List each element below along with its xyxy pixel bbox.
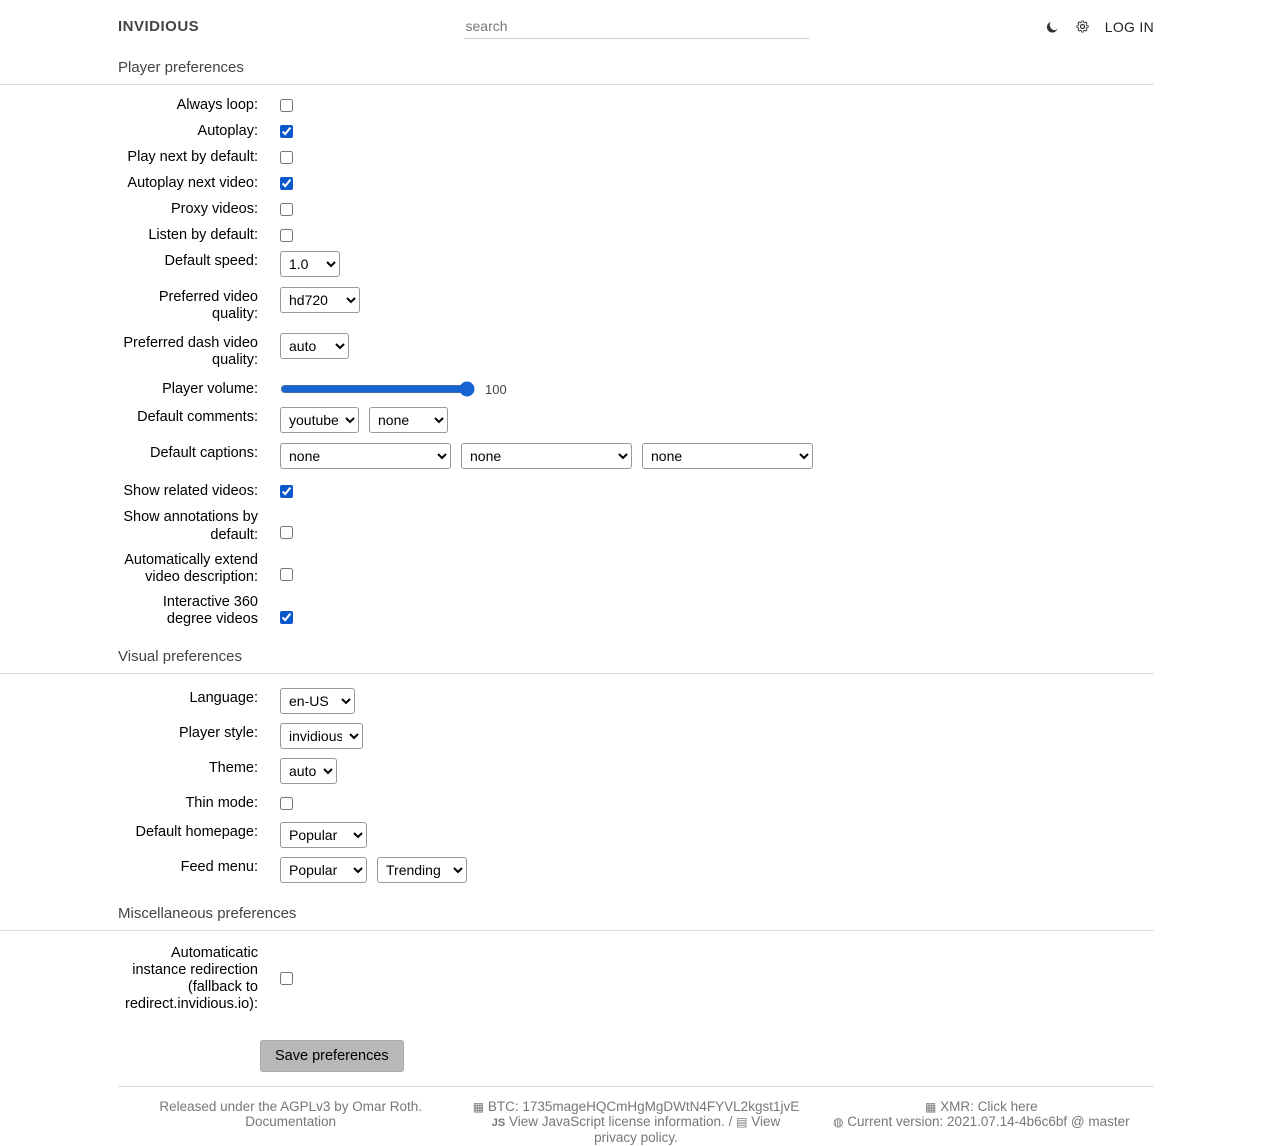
row-thin-mode — [0, 793, 1154, 813]
field-automatically-extend-video-description — [280, 566, 293, 586]
gear-icon[interactable] — [1075, 19, 1091, 35]
label-autoplay-next-video: Autoplay next video: — [127, 175, 258, 191]
label-automatic-instance-redirection: Automaticatic instance redirection (fallback to redirect.invidious.io): — [125, 945, 258, 1013]
label-always-loop: Always loop: — [176, 97, 258, 113]
field-always-loop — [280, 95, 293, 115]
field-player-volume — [280, 379, 507, 399]
label-theme: Theme: — [208, 760, 258, 777]
footer-license-text: Released under the AGPLv3 by Omar Roth. — [159, 1098, 422, 1114]
feed-menu-select-2[interactable] — [377, 857, 467, 883]
search-form — [464, 14, 809, 39]
save-preferences-button[interactable]: Save preferences — [260, 1040, 404, 1072]
row-proxy-videos — [0, 199, 1154, 219]
footer-js-license-link[interactable]: View JavaScript license information. — [508, 1114, 725, 1130]
row-default-homepage — [0, 822, 1154, 848]
preferred-video-quality-select[interactable] — [280, 287, 360, 313]
visual-preferences-rows — [0, 674, 1272, 883]
footer-left — [118, 1099, 463, 1146]
footer-center — [463, 1099, 808, 1146]
section-title-visual — [0, 642, 1154, 674]
field-interactive-360-degree-videos — [280, 608, 293, 628]
preferences-page — [0, 53, 1272, 1146]
field-player-style — [280, 723, 363, 749]
row-autoplay-next-video — [0, 173, 1154, 193]
show-related-videos-checkbox[interactable] — [280, 485, 293, 498]
footer-version-line — [815, 1114, 1148, 1130]
brand-logo[interactable]: INVIDIOUS — [118, 18, 200, 35]
field-autoplay — [280, 121, 293, 141]
field-thin-mode — [280, 793, 293, 813]
github-icon: ◍ — [833, 1115, 844, 1130]
field-default-homepage — [280, 822, 367, 848]
label-default-homepage: Default homepage: — [135, 824, 258, 841]
label-interactive-360-degree-videos: Interactive 360 degree videos — [162, 593, 258, 627]
field-show-annotations-by-default — [280, 524, 293, 544]
row-automatically-extend-video-description — [0, 550, 1154, 586]
row-player-style — [0, 723, 1154, 749]
footer-btc-line — [469, 1099, 802, 1115]
row-play-next-by-default — [0, 147, 1154, 167]
row-listen-by-default — [0, 225, 1154, 245]
default-captions-select-1[interactable] — [280, 443, 451, 469]
search-input[interactable] — [464, 14, 809, 39]
row-player-volume — [0, 379, 1154, 399]
monero-icon: ▦ — [472, 1099, 485, 1114]
field-preferred-dash-video-quality — [280, 333, 349, 359]
footer-documentation-link[interactable]: Documentation — [245, 1114, 337, 1130]
listen-by-default-checkbox[interactable] — [280, 229, 293, 242]
feed-menu-select-1[interactable] — [280, 857, 367, 883]
label-thin-mode: Thin mode: — [185, 795, 258, 812]
label-proxy-videos: Proxy videos: — [170, 201, 258, 217]
moon-icon[interactable] — [1045, 19, 1061, 35]
label-show-related-videos: Show related videos: — [123, 483, 258, 500]
player-preferences-rows — [0, 85, 1272, 628]
footer-separator: / — [728, 1114, 733, 1130]
label-autoplay: Autoplay: — [197, 123, 258, 139]
player-style-select[interactable] — [280, 723, 363, 749]
preferred-dash-video-quality-select[interactable] — [280, 333, 349, 359]
label-show-annotations-by-default: Show annotations by default: — [123, 509, 258, 543]
section-title-misc — [0, 899, 1154, 931]
field-proxy-videos — [280, 199, 293, 219]
default-captions-select-2[interactable] — [461, 443, 632, 469]
navbar-right — [919, 19, 1272, 35]
row-default-comments — [0, 407, 1154, 433]
field-show-related-videos — [280, 481, 293, 501]
section-title-player-label: Player preferences — [118, 59, 244, 76]
label-listen-by-default: Listen by default: — [148, 227, 258, 243]
row-feed-menu — [0, 857, 1154, 883]
label-default-speed: Default speed: — [164, 253, 258, 269]
always-loop-checkbox[interactable] — [280, 99, 293, 112]
label-preferred-dash-video-quality: Preferred dash video quality: — [123, 335, 258, 369]
thin-mode-checkbox[interactable] — [280, 797, 293, 810]
automatically-extend-video-description-checkbox[interactable] — [280, 568, 293, 581]
label-feed-menu: Feed menu: — [180, 859, 258, 876]
label-player-volume: Player volume: — [162, 381, 258, 398]
default-speed-select[interactable] — [280, 251, 340, 277]
label-default-comments: Default comments: — [137, 409, 258, 426]
row-language — [0, 688, 1154, 714]
section-title-player — [0, 53, 1154, 85]
misc-preferences-rows — [0, 931, 1272, 1013]
navbar-center — [353, 14, 919, 39]
player-volume-slider[interactable] — [280, 381, 475, 397]
default-captions-select-3[interactable] — [642, 443, 813, 469]
autoplay-checkbox[interactable] — [280, 125, 293, 138]
section-title-visual-label: Visual preferences — [118, 648, 242, 666]
field-autoplay-next-video — [280, 173, 293, 193]
label-play-next-by-default: Play next by default: — [127, 149, 258, 165]
footer-xmr-link[interactable]: XMR: Click here — [940, 1098, 1038, 1114]
interactive-360-degree-videos-checkbox[interactable] — [280, 611, 293, 624]
default-comments-select-2[interactable] — [369, 407, 448, 433]
field-language — [280, 688, 355, 714]
field-default-speed — [280, 251, 340, 277]
field-play-next-by-default — [280, 147, 293, 167]
row-theme — [0, 758, 1154, 784]
autoplay-next-video-checkbox[interactable] — [280, 177, 293, 190]
book-icon: ▤ — [736, 1115, 748, 1130]
footer-right — [809, 1099, 1154, 1146]
row-interactive-360-degree-videos — [0, 592, 1154, 628]
row-always-loop — [0, 95, 1154, 115]
automatic-instance-redirection-checkbox[interactable] — [280, 972, 293, 985]
field-listen-by-default — [280, 225, 293, 245]
play-next-by-default-checkbox[interactable] — [280, 151, 293, 164]
proxy-videos-checkbox[interactable] — [280, 203, 293, 216]
save-row — [0, 1040, 1272, 1072]
footer-version-text: Current version: 2021.07.14-4b6c6bf @ master — [847, 1114, 1130, 1130]
footer-privacy-policy-link[interactable]: View privacy policy. — [594, 1114, 781, 1146]
default-homepage-select[interactable] — [280, 822, 367, 848]
footer-js-line — [469, 1114, 802, 1146]
row-show-related-videos — [0, 481, 1154, 501]
js-badge-icon: JS — [491, 1117, 506, 1130]
show-annotations-by-default-checkbox[interactable] — [280, 526, 293, 539]
navbar — [0, 0, 1272, 49]
monero-icon: ▦ — [925, 1099, 937, 1114]
label-default-captions: Default captions: — [149, 445, 258, 462]
player-volume-value: 100 — [485, 381, 507, 397]
row-default-captions — [0, 443, 1154, 469]
row-preferred-dash-video-quality — [0, 333, 1154, 369]
footer — [118, 1086, 1154, 1146]
field-default-captions — [280, 443, 813, 469]
field-default-comments — [280, 407, 448, 433]
label-language: Language: — [189, 690, 258, 707]
row-default-speed — [0, 251, 1154, 277]
language-select[interactable] — [280, 688, 355, 714]
row-preferred-video-quality — [0, 287, 1154, 323]
row-automatic-instance-redirection — [0, 943, 1154, 1013]
navbar-left — [0, 18, 353, 35]
row-show-annotations-by-default — [0, 507, 1154, 543]
theme-select[interactable] — [280, 758, 337, 784]
field-theme — [280, 758, 337, 784]
default-comments-select-1[interactable] — [280, 407, 359, 433]
label-automatically-extend-video-description: Automatically extend video description: — [124, 551, 258, 585]
field-preferred-video-quality — [280, 287, 360, 313]
label-preferred-video-quality: Preferred video quality: — [158, 289, 258, 323]
field-automatic-instance-redirection — [280, 968, 293, 988]
footer-xmr-line — [815, 1099, 1148, 1115]
row-autoplay — [0, 121, 1154, 141]
label-player-style: Player style: — [179, 725, 258, 742]
footer-btc-text: BTC: 1735mageHQCmHgMgDWtN4FYVL2kgst1jvE — [487, 1098, 800, 1114]
login-link[interactable]: LOG IN — [1104, 18, 1154, 35]
field-feed-menu — [280, 857, 467, 883]
section-title-misc-label: Miscellaneous preferences — [118, 905, 297, 923]
